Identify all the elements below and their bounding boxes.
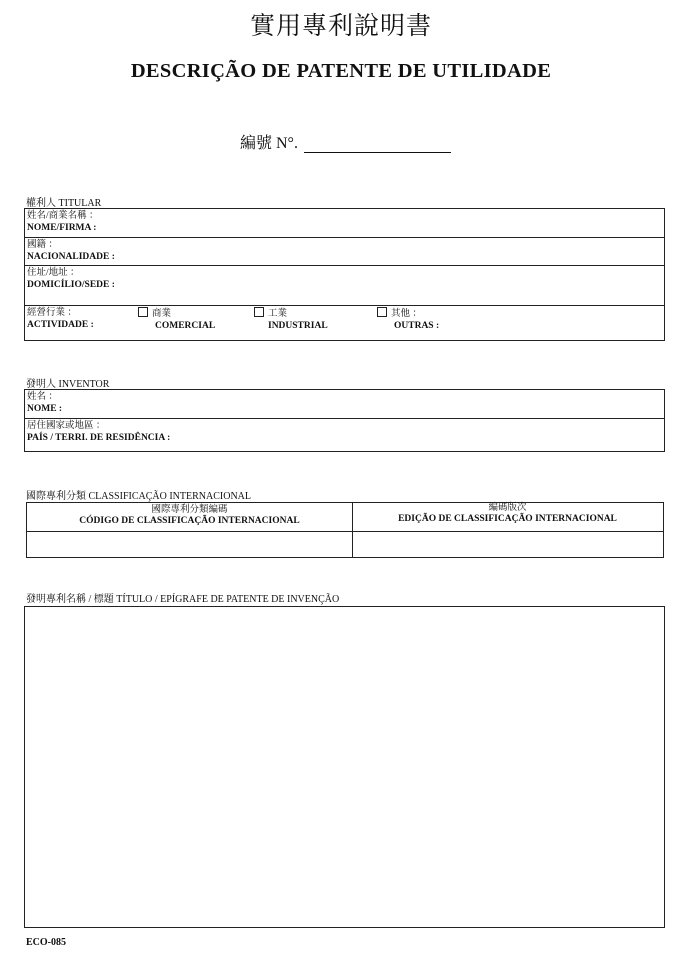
titular-activity-label-cn: 經營行業 ： (27, 308, 77, 318)
document-number-field[interactable] (304, 136, 451, 153)
inventor-name-label-pt: NOME : (27, 404, 63, 414)
inventor-name-label-cn: 姓名 ： (27, 392, 58, 402)
inventor-country-label-pt: PAÍS / TERRI. DE RESIDÊNCIA : (27, 433, 171, 443)
titular-nationality-row[interactable] (25, 237, 664, 266)
titular-activity-label-pt: ACTIVIDADE : (27, 320, 94, 330)
inventor-name-row[interactable] (25, 390, 664, 419)
inventor-country-row[interactable] (25, 418, 664, 452)
classification-edition-header-cn: 編碼版次 (488, 503, 527, 513)
inventor-country-label-cn: 居住國家或地區 ： (27, 421, 106, 431)
activity-industrial-pt: INDUSTRIAL (268, 321, 328, 331)
document-title-portuguese: DESCRIÇÃO DE PATENTE DE UTILIDADE (130, 60, 552, 82)
titular-nationality-label-pt: NACIONALIDADE : (27, 252, 115, 262)
titular-nationality-label-cn: 國籍 ： (27, 240, 58, 250)
activity-option-industrial[interactable] (254, 307, 328, 332)
document-title-chinese: 實用專利說明書 (249, 13, 432, 40)
titular-name-label-pt: NOME/FIRMA : (27, 223, 97, 233)
classification-code-header-pt: CÓDIGO DE CLASSIFICAÇÃO INTERNACIONAL (79, 516, 300, 526)
titular-section-label: 權利人 TITULAR (26, 198, 102, 209)
activity-commercial-cn: 商業 (152, 309, 172, 319)
classification-code-header (27, 503, 352, 531)
classification-edition-cell[interactable] (353, 532, 663, 557)
classification-section-label: 國際專利分類 CLASSIFICAÇÃO INTERNACIONAL (26, 491, 252, 502)
checkbox-other[interactable] (377, 307, 387, 317)
checkbox-industrial[interactable] (254, 307, 264, 317)
titular-box (24, 208, 665, 341)
classification-code-header-cn: 國際專利分類編碼 (151, 505, 228, 515)
inventor-box (24, 389, 665, 452)
document-number-label: 編號 N°. (240, 135, 298, 152)
title-text-area[interactable] (24, 606, 665, 928)
activity-option-other[interactable] (377, 307, 439, 332)
classification-edition-header-pt: EDIÇÃO DE CLASSIFICAÇÃO INTERNACIONAL (398, 514, 617, 524)
activity-other-pt: OUTRAS : (394, 321, 440, 331)
checkbox-commercial[interactable] (138, 307, 148, 317)
activity-commercial-pt: COMERCIAL (155, 321, 216, 331)
classification-table (26, 502, 664, 558)
titular-domicile-row[interactable] (25, 265, 664, 306)
document-number-row (240, 130, 451, 153)
activity-industrial-cn: 工業 (268, 309, 288, 319)
titular-name-label-cn: 姓名/商業名稱 ： (27, 211, 99, 221)
activity-option-commercial[interactable] (138, 307, 215, 332)
inventor-section-label: 發明人 INVENTOR (26, 379, 110, 390)
classification-code-cell[interactable] (27, 532, 352, 557)
titular-domicile-label-pt: DOMICÍLIO/SEDE : (27, 280, 115, 290)
form-code: ECO-085 (26, 937, 66, 948)
titular-domicile-label-cn: 住址/地址 ： (27, 268, 80, 278)
activity-other-cn: 其他 ： (391, 309, 422, 319)
title-section-label: 發明專利名稱 / 標題 TÍTULO / EPÍGRAFE DE PATENTE DE INVENÇÃO (26, 594, 340, 605)
titular-name-row[interactable] (25, 209, 664, 238)
classification-edition-header (352, 503, 663, 531)
titular-activity-row (25, 305, 664, 341)
